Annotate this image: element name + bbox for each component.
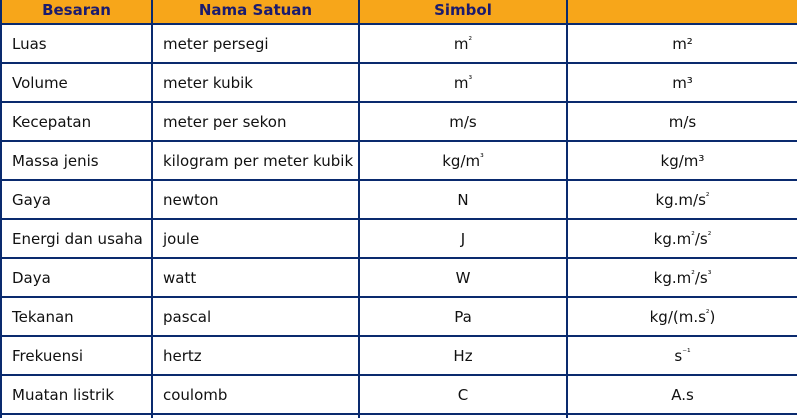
cell-symbol: N bbox=[359, 180, 567, 219]
cell-unit-name: kilogram per meter kubik bbox=[152, 141, 359, 180]
cell-quantity: Energi dan usaha bbox=[1, 219, 152, 258]
header-quantity: Besaran bbox=[1, 0, 152, 24]
cell-unit-name: joule bbox=[152, 219, 359, 258]
cell-derived: $kg/(m.s^{^2})$ bbox=[567, 297, 797, 336]
table-row bbox=[1, 102, 797, 141]
cell-unit-name: coulomb bbox=[152, 375, 359, 414]
cell-quantity bbox=[1, 414, 152, 418]
cell-unit-name: watt bbox=[152, 258, 359, 297]
cell-quantity: Massa jenis bbox=[1, 141, 152, 180]
cell-quantity: Frekuensi bbox=[1, 336, 152, 375]
table-row bbox=[1, 375, 797, 414]
cell-unit-name: meter per sekon bbox=[152, 102, 359, 141]
cell-quantity: Daya bbox=[1, 258, 152, 297]
cell-symbol: W bbox=[359, 258, 567, 297]
cell-symbol: J bbox=[359, 219, 567, 258]
header-unit-name: Nama Satuan bbox=[152, 0, 359, 24]
cell-derived: kg/m³ bbox=[567, 141, 797, 180]
cell-derived bbox=[567, 414, 797, 418]
cell-symbol: $m^{^3}$ bbox=[359, 63, 567, 102]
table-body bbox=[1, 24, 797, 418]
cell-quantity: Luas bbox=[1, 24, 152, 63]
cell-derived: $kg.m/s^{^2}$ bbox=[567, 180, 797, 219]
cell-unit-name: meter persegi bbox=[152, 24, 359, 63]
cell-symbol bbox=[359, 414, 567, 418]
cell-unit-name: newton bbox=[152, 180, 359, 219]
table-row bbox=[1, 63, 797, 102]
cell-derived: $kg.m^{^2}/s^{^3}$ bbox=[567, 258, 797, 297]
cell-unit-name: pascal bbox=[152, 297, 359, 336]
header-row bbox=[1, 0, 797, 24]
cell-quantity: Kecepatan bbox=[1, 102, 152, 141]
cell-symbol: $kg/m^{^3}$ bbox=[359, 141, 567, 180]
cell-derived: $s^{^{-1}}$ bbox=[567, 336, 797, 375]
cell-symbol: Pa bbox=[359, 297, 567, 336]
table-row bbox=[1, 297, 797, 336]
table-row bbox=[1, 219, 797, 258]
cell-symbol: C bbox=[359, 375, 567, 414]
cell-derived: A.s bbox=[567, 375, 797, 414]
cell-derived: m/s bbox=[567, 102, 797, 141]
cell-symbol: Hz bbox=[359, 336, 567, 375]
cell-quantity: Tekanan bbox=[1, 297, 152, 336]
cell-derived: $kg.m^{^2}/s^{^2}$ bbox=[567, 219, 797, 258]
header-symbol: Simbol bbox=[359, 0, 567, 24]
table-row bbox=[1, 141, 797, 180]
table-row bbox=[1, 414, 797, 418]
cell-quantity: Volume bbox=[1, 63, 152, 102]
cell-symbol: m/s bbox=[359, 102, 567, 141]
table-row bbox=[1, 180, 797, 219]
cell-derived: m² bbox=[567, 24, 797, 63]
table-row bbox=[1, 24, 797, 63]
header-derived bbox=[567, 0, 797, 24]
cell-symbol: $m^{^2}$ bbox=[359, 24, 567, 63]
table-row bbox=[1, 258, 797, 297]
cell-unit-name bbox=[152, 414, 359, 418]
cell-quantity: Gaya bbox=[1, 180, 152, 219]
table-row bbox=[1, 336, 797, 375]
cell-unit-name: hertz bbox=[152, 336, 359, 375]
cell-quantity: Muatan listrik bbox=[1, 375, 152, 414]
cell-derived: m³ bbox=[567, 63, 797, 102]
cell-unit-name: meter kubik bbox=[152, 63, 359, 102]
